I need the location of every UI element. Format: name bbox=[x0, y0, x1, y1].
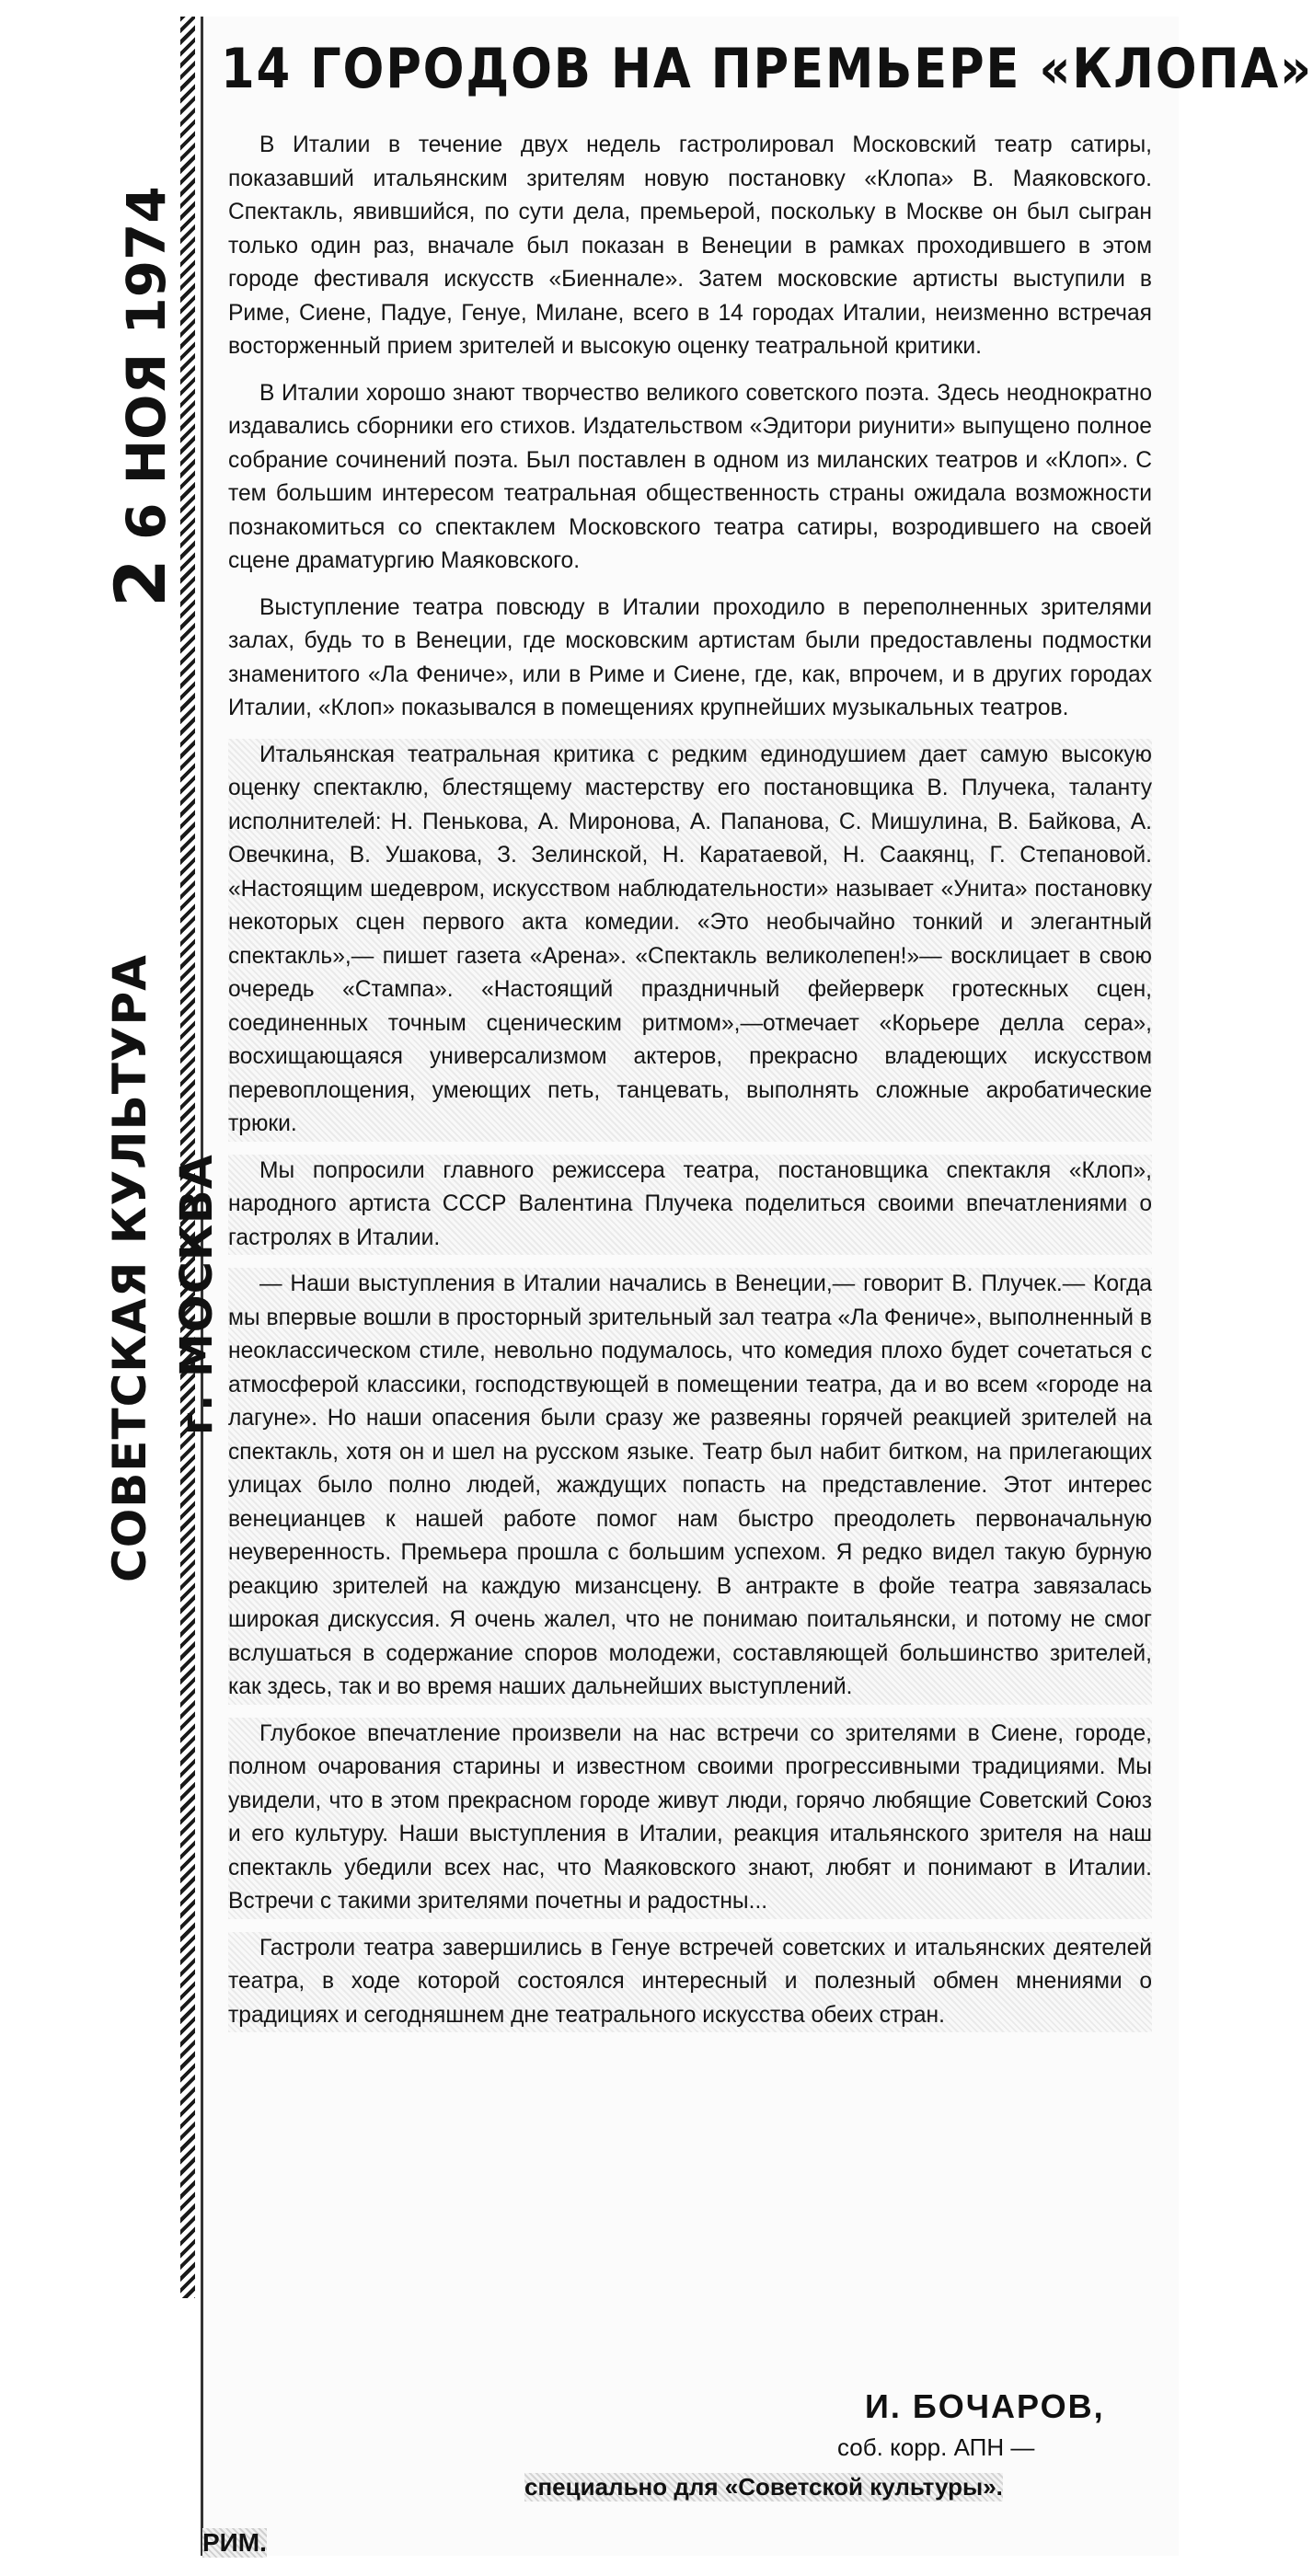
article-paragraph: Глубокое впечатление произвели на нас встречи со зрителями в Сиене, городе, полном очарования старины и известном своими прогрессивными традициями. Мы увидели, что в этом прекрасном городе живут люди, горячо любящие Советский Союз и его культуру. Наши выступления в Италии, реакция итальянского зрителя на наш спектакль убедили всех нас, что Маяковского знают, любят и понимают в Италии. Встречи с такими зрителями почетны и радостны... bbox=[228, 1718, 1152, 1919]
newspaper-stamp: СОВЕТСКАЯ КУЛЬТУРА bbox=[103, 954, 156, 1582]
city-stamp: г. МОСКВА bbox=[171, 1154, 223, 1435]
author-role: соб. корр. АПН — bbox=[837, 2433, 1035, 2461]
article-headline: 14 ГОРОДОВ НА ПРЕМЬЕРЕ «КЛОПА» bbox=[221, 37, 1313, 101]
article-paragraph: — Наши выступления в Италии начались в Венеции,— говорит В. Плучек.— Когда мы впервые вошли в просторный зрительный зал театра «Ла Феничe», выполненный в неоклассическом стиле, невольно подумалось, что комедия плохо будет сочетаться с атмосферой классики, господствующей в помещении театра, да и во всем «городе на лагуне». Но наши опасения были сразу же развеяны горячей реакцией зрителей на спектакль, хотя он и шел на русском языке. Театр был набит битком, на прилегающих улицах было полно людей, жаждущих попасть на представление. Этот интерес венецианцев к нашей работе помог нам быстро преодолеть первоначальную неуверенность. Премьера прошла с большим успехом. Я редко видел такую бурную реакцию зрителей на каждую мизансцену. В антракте в фойе театра завязалась широкая дискуссия. Я очень жалел, что не понимаю поитальянски, и потому не смог вслушаться в содержание споров молодежи, составляющей большинство зрителей, как здесь, так и во время наших дальнейших выступлений. bbox=[228, 1268, 1152, 1705]
article-paragraph: Мы попросили главного режиссера театра, постановщика спектакля «Клоп», народного артиста СССР Валентина Плучека поделиться своими впечатлениями о гастролях в Италии. bbox=[228, 1155, 1152, 1256]
author-note: специально для «Советской культуры». bbox=[524, 2473, 1003, 2501]
article-body bbox=[228, 129, 1152, 2045]
article-paragraph: В Италии хорошо знают творчество великого советского поэта. Здесь неоднократно издавались сборники его стихов. Издательством «Эдитори риунити» выпущено полное собрание сочинений поэта. Был поставлен в одном из миланских театров и «Клоп». С тем большим интересом театральная общественность страны ожидала возможности познакомиться со спектаклем Московского театра сатиры, возродившего на своей сцене драматургию Маяковского. bbox=[228, 380, 1152, 573]
article-paragraph: Итальянская театральная критика с редким единодушием дает самую высокую оценку спектаклю, блестящему мастерству его постановщика В. Плучека, таланту исполнителей: Н. Пенькова, А. Миронова, А. Папанова, С. Мишулина, В. Байкова, А. Овечкина, В. Ушакова, З. Зелинской, Н. Каратаевой, Н. Саакянц, Г. Степановой. «Настоящим шедевром, искусством наблюдательности» называет «Унита» постановку некоторых сцен первого акта комедии. «Это необычайно тонкий и элегантный спектакль»,— пишет газета «Арена». «Спектакль великолепен!»— восклицает в свою очередь «Стампа». «Настоящий праздничный фейерверк гротескных сцен, соединенных точным сценическим ритмом»,—отмечает «Корьере делла серa», восхищающаяся универсализмом актеров, прекрасно владеющих искусством перевоплощения, умеющих петь, танцевать, выполнять сложные акробатические трюки. bbox=[228, 739, 1152, 1142]
article-paragraph: Гастроли театра завершились в Генуе встречей советских и итальянских деятелей театра, в ходе которой состоялся интересный и полезный обмен мнениями о традициях и сегодняшнем дне театрального искусства обеих стран. bbox=[228, 1932, 1152, 2033]
author-name: И. БОЧАРОВ, bbox=[865, 2387, 1105, 2425]
dateline-place: РИМ. bbox=[202, 2528, 267, 2557]
date-stamp bbox=[99, 186, 181, 607]
date-stamp-day: 2 bbox=[99, 558, 181, 607]
date-stamp-rest: 6 НОЯ 1974 bbox=[115, 186, 178, 540]
article-paragraph: В Италии в течение двух недель гастролировал Московский театр сатиры, показавший итальянским зрителям новую постановку «Клопа» В. Маяковского. Спектакль, явившийся, по сути дела, премьерой, поскольку в Москве он был сыгран только один раз, вначале был показан в Венеции в рамках проходившего в этом городе фестиваля искусств «Биеннале». Затем московские артисты выступили в Риме, Сиене, Падуе, Генуе, Милане, всего в 14 городах Италии, неизменно встречая восторженный прием зрителей и высокую оценку театральной критики. bbox=[228, 132, 1152, 359]
article-paragraph: Выступление театра повсюду в Италии проходило в переполненных зрителями залах, будь то в Венеции, где московским артистам были предоставлены подмостки знаменитого «Ла Феничe», или в Риме и Сиене, где, как, впрочем, и в других городах Италии, «Клоп» показывался в помещениях крупнейших музыкальных театров. bbox=[228, 594, 1152, 720]
